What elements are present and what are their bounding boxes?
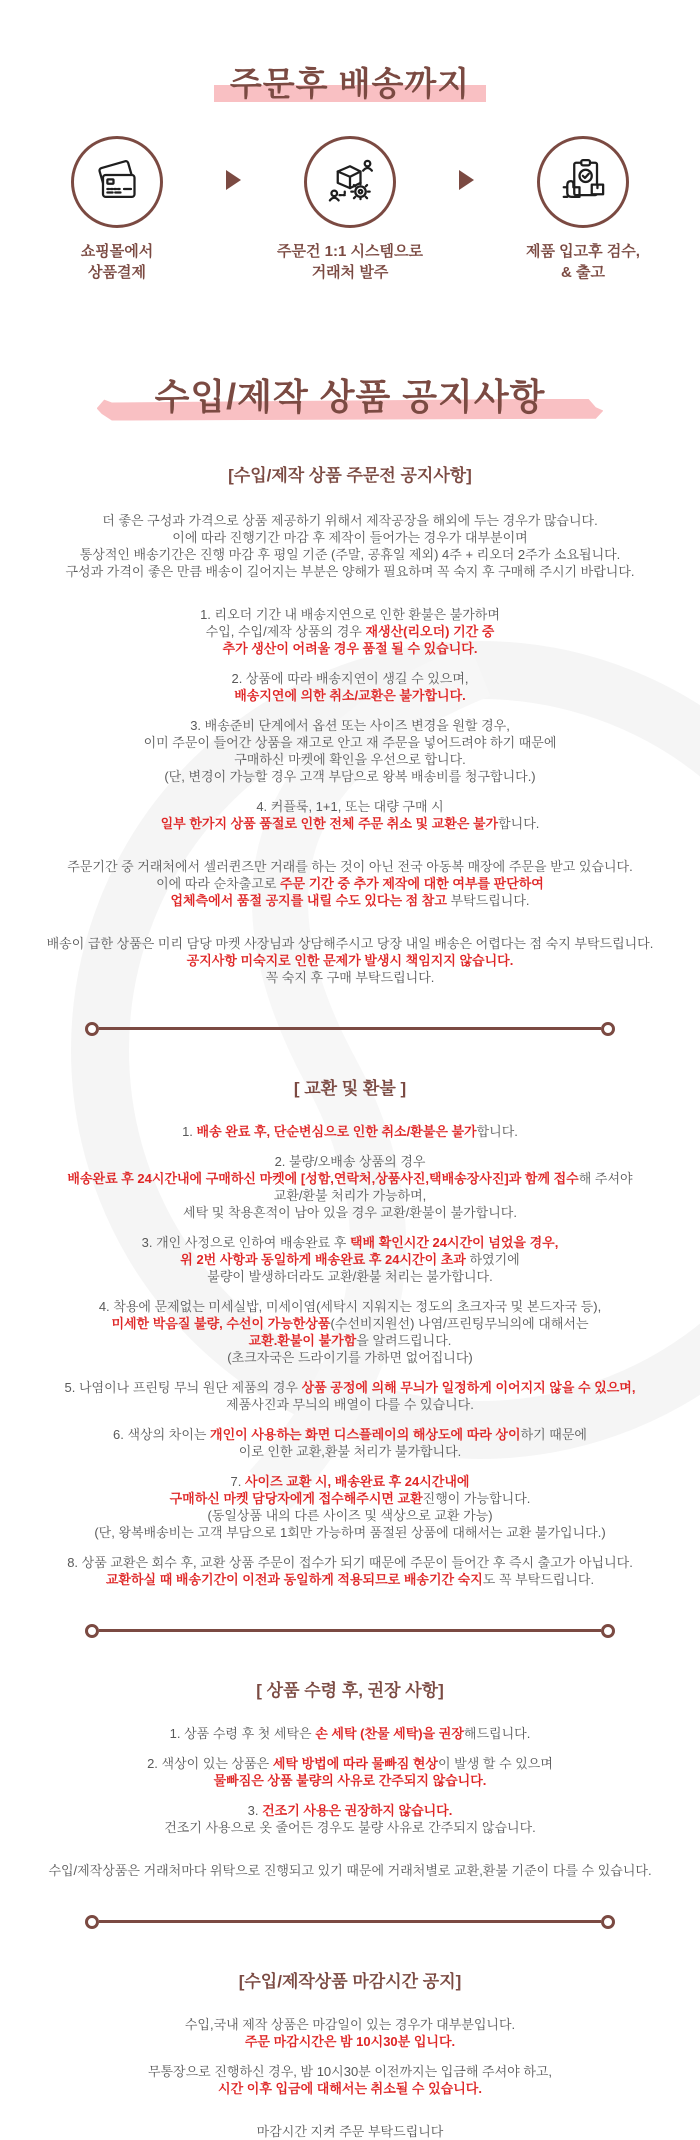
notice-line [20,768,680,785]
notice-text: 5. 나염이나 프린팅 무늬 원단 제품의 경우 [64,1379,302,1395]
notice-item [20,1755,680,1789]
notice-line [20,1571,680,1588]
notice-line [20,1234,680,1251]
notice-text: 합니다. [498,815,540,831]
divider-end-dot [85,1022,99,1036]
notice-text-emphasis: 개인이 사용하는 화면 디스플레이의 해상도에 따라 상이 [210,1426,521,1442]
notice-line [20,892,680,909]
notice-title-wrap [0,293,700,461]
notice-item [20,1298,680,1366]
notice-line [20,858,680,875]
notice-line [20,1204,680,1221]
notice-paragraph [20,858,680,909]
step-label: 주문건 1:1 시스템으로 거래처 발주 [277,243,423,281]
notice-text: 4. 착용에 문제없는 미세실밥, 미세이염(세탁시 지워지는 정도의 초크자국 및 본드자국 등), [98,1298,602,1314]
notice-line [20,751,680,768]
notice-text-emphasis: 공지사항 미숙지로 인한 문제가 발생시 책임지지 않습니다. [186,952,514,968]
notice-text: 해 주셔야 [578,1170,633,1186]
notice-line [20,1349,680,1366]
notice-text: 이에 따라 진행기간 마감 후 제작이 들어가는 경우가 대부분이며 [172,529,528,545]
notice-line [20,1772,680,1789]
notice-line [20,1802,680,1819]
notice-text: 마감시간 지켜 주문 부탁드립니다 [256,2123,444,2139]
notice-line [20,2063,680,2080]
notice-text-emphasis: 교환.환불이 불가함 [248,1332,357,1348]
step-label: 제품 입고후 검수, & 출고 [526,243,640,281]
notice-line [20,1507,680,1524]
notice-line [20,606,680,623]
notice-title: 수입/제작 상품 공지사항 [155,377,546,417]
notice-text: 1. 상품 수령 후 첫 세탁은 [169,1725,316,1741]
step-label: 쇼핑몰에서 상품결제 [80,243,154,281]
inspection-shipping-icon [537,136,629,228]
notice-text: 부탁드립니다. [446,892,530,908]
notice-text: 더 좋은 구성과 가격으로 상품 제공하기 위해서 제작공장을 해외에 두는 경우가 많습니다. [102,512,598,528]
notice-item [20,798,680,832]
notice-text: (단, 변경이 가능할 경우 고객 부담으로 왕복 배송비를 청구합니다.) [164,768,536,784]
notice-text: 2. 상품에 따라 배송지연이 생길 수 있으며, [231,670,469,686]
notice-item [20,717,680,785]
notice-text: 구매하신 마켓에 확인을 우선으로 합니다. [234,751,466,767]
notice-sections [20,461,680,2140]
notice-text-emphasis: 주문 기간 중 추가 제작에 대한 여부를 판단하여 [279,875,544,891]
notice-line [20,546,680,563]
divider-line [99,1629,601,1632]
notice-line [20,734,680,751]
notice-text: 8. 상품 교환은 회수 후, 교환 상품 주문이 접수가 되기 때문에 주문이 들어간 후 즉시 출고가 아닙니다. [67,1554,633,1570]
notice-paragraph [20,935,680,986]
notice-line [20,1315,680,1332]
notice-text-emphasis: 물빠짐은 상품 불량의 사유로 간주되지 않습니다. [213,1772,487,1788]
notice-text: 진행이 가능합니다. [422,1490,531,1506]
notice-text: 4. 커플룩, 1+1, 또는 대량 구매 시 [256,798,444,814]
notice-text: 하였기에 [465,1251,520,1267]
divider-line [99,1920,601,1923]
notice-text: 이 발생 할 수 있으며 [438,1755,553,1771]
divider-end-dot [601,1022,615,1036]
notice-text: 1. [182,1123,197,1139]
notice-text-emphasis: 교환하실 때 배송기간이 이전과 동일하게 적용되므로 배송기간 숙지 [105,1571,483,1587]
notice-text: 하기 때문에 [520,1426,587,1442]
notice-text: 교환/환불 처리가 가능하며, [273,1187,427,1203]
process-step-order-system [265,136,435,283]
notice-text: 이미 주문이 들어간 상품을 재고로 안고 재 주문을 넣어드려야 하기 때문에 [143,734,557,750]
notice-line [20,2123,680,2140]
notice-text: 3. 개인 사정으로 인하여 배송완료 후 [141,1234,350,1250]
notice-paragraph [20,512,680,580]
arrow-right-icon [459,170,474,190]
notice-line [20,717,680,734]
notice-text: 불량이 발생하더라도 교환/환불 처리는 불가합니다. [207,1268,493,1284]
notice-text: 수입/제작상품은 거래처마다 위탁으로 진행되고 있기 때문에 거래처별로 교환,환불 기준이 다를 수 있습니다. [48,1862,652,1878]
notice-text-emphasis: 세탁 방법에 따라 물빠짐 현상 [272,1755,438,1771]
notice-line [20,1473,680,1490]
notice-line [20,1554,680,1571]
notice-line [20,1379,680,1396]
notice-paragraph [20,2123,680,2140]
divider-end-dot [85,1915,99,1929]
notice-text: 7. [230,1473,245,1489]
section-heading: [ 상품 수령 후, 권장 사항] [256,1680,444,1700]
process-title-wrap [0,44,700,136]
notice-text-emphasis: 구매하신 마켓 담당자에게 접수해주시면 교환 [169,1490,423,1506]
notice-item [20,1234,680,1285]
notice-line [20,1426,680,1443]
notice-line [20,1187,680,1204]
notice-line [20,969,680,986]
notice-text: 제품사진과 무늬의 배열이 다를 수 있습니다. [226,1396,474,1412]
notice-line [20,640,680,657]
notice-text: 꼭 숙지 후 구매 부탁드립니다. [265,969,435,985]
notice-line [20,1268,680,1285]
notice-item [20,2016,680,2050]
notice-text: 해드립니다. [463,1725,531,1741]
section-after-receipt [20,1676,680,1879]
notice-text: 주문기간 중 거래처에서 셀러퀸즈만 거래를 하는 것이 아닌 전국 아동복 매장에 주문을 받고 있습니다. [67,858,633,874]
notice-line [20,1153,680,1170]
notice-text-emphasis: 건조기 사용은 권장하지 않습니다. [262,1802,453,1818]
notice-paragraph [20,1862,680,1879]
divider-end-dot [85,1624,99,1638]
notice-text: 2. 색상이 있는 상품은 [147,1755,273,1771]
notice-text: 합니다. [476,1123,518,1139]
section-exchange-refund [20,1074,680,1588]
notice-text: 3. [247,1802,263,1818]
notice-line [20,529,680,546]
notice-text: 건조기 사용으로 옷 줄어든 경우도 불량 사유로 간주되지 않습니다. [164,1819,536,1835]
notice-text: 이로 인한 교환,환불 처리가 불가합니다. [238,1443,462,1459]
notice-text-emphasis: 상품 공정에 의해 무늬가 일정하게 이어지지 않을 수 있으며, [301,1379,636,1395]
notice-text: 세탁 및 착용흔적이 남아 있을 경우 교환/환불이 불가합니다. [183,1204,517,1220]
section-heading: [수입/제작 상품 주문전 공지사항] [228,465,472,485]
order-system-icon [304,136,396,228]
section-heading: [ 교환 및 환불 ] [293,1078,407,1098]
notice-line [20,875,680,892]
notice-item [20,670,680,704]
notice-line [20,563,680,580]
notice-item [20,1426,680,1460]
notice-text: 통상적인 배송기간은 진행 마감 후 평일 기준 (주말, 공휴일 제외) 4주 + 리오더 2주가 소요됩니다. [79,546,621,562]
notice-line [20,1251,680,1268]
section-deadline [20,1967,680,2140]
divider-end-dot [601,1915,615,1929]
notice-line [20,935,680,952]
notice-item [20,1379,680,1413]
notice-text: 구성과 가격이 좋은 만큼 배송이 길어지는 부분은 양해가 필요하며 꼭 숙지 후 구매해 주시기 바랍니다. [65,563,635,579]
notice-line [20,2016,680,2033]
notice-text-emphasis: 위 2번 사항과 동일하게 배송완료 후 24시간이 초과 [180,1251,466,1267]
notice-line [20,512,680,529]
notice-text: (단, 왕복배송비는 고객 부담으로 1회만 가능하며 품절된 상품에 대해서는 교환 불가입니다.) [94,1524,606,1540]
notice-text: (수선비지원선) 나염/프린팅무늬의에 대해서는 [330,1315,589,1331]
section-divider [85,1624,615,1638]
notice-text-emphasis: 일부 한가지 상품 품절로 인한 전체 주문 취소 및 교환은 불가 [160,815,499,831]
notice-text: 수입, 수입/제작 상품의 경우 [205,623,366,639]
notice-item [20,1153,680,1221]
notice-line [20,2080,680,2097]
notice-line [20,1298,680,1315]
notice-line [20,623,680,640]
notice-text-emphasis: 재생산(리오더) 기간 중 [365,623,495,639]
notice-line [20,815,680,832]
notice-text-emphasis: 배송 완료 후, 단순변심으로 인한 취소/환불은 불가 [196,1123,477,1139]
notice-line [20,1755,680,1772]
notice-text: 무통장으로 진행하신 경우, 밤 10시30분 이전까지는 입금해 주셔야 하고, [147,2063,553,2079]
notice-item [20,1554,680,1588]
notice-line [20,2033,680,2050]
arrow-right-icon [226,170,241,190]
notice-line [20,798,680,815]
notice-text-emphasis: 배송지연에 의한 취소/교환은 불가합니다. [234,687,466,703]
notice-text: 배송이 급한 상품은 미리 담당 마켓 사장님과 상담해주시고 당장 내일 배송은 어렵다는 점 숙지 부탁드립니다. [46,935,654,951]
notice-text-emphasis: 업체측에서 품절 공지를 내릴 수도 있다는 점 참고 [170,892,447,908]
order-process-steps [0,136,700,283]
notice-line [20,1170,680,1187]
notice-text: 을 알려드립니다. [356,1332,452,1348]
notice-text: 2. 불량/오배송 상품의 경우 [274,1153,426,1169]
notice-text-emphasis: 손 세탁 (찬물 세탁)을 권장 [315,1725,464,1741]
credit-card-icon [71,136,163,228]
divider-end-dot [601,1624,615,1638]
notice-text-emphasis: 주문 마감시간은 밤 10시30분 입니다. [244,2033,456,2049]
process-step-inspection [498,136,668,283]
notice-text: 도 꼭 부탁드립니다. [482,1571,595,1587]
notice-text-emphasis: 미세한 박음질 불량, 수선이 가능한상품 [111,1315,331,1331]
notice-line [20,1819,680,1836]
notice-line [20,1332,680,1349]
section-heading: [수입/제작상품 마감시간 공지] [238,1971,462,1991]
notice-line [20,1123,680,1140]
notice-line [20,670,680,687]
notice-line [20,1524,680,1541]
notice-line [20,1443,680,1460]
process-step-payment [32,136,202,283]
notice-item [20,1802,680,1836]
divider-line [99,1027,601,1030]
notice-line [20,952,680,969]
section-divider [85,1915,615,1929]
notice-line [20,1396,680,1413]
notice-line [20,687,680,704]
section-divider [85,1022,615,1036]
notice-line [20,1725,680,1742]
notice-item [20,2063,680,2097]
notice-line [20,1862,680,1879]
notice-text-emphasis: 배송완료 후 24시간내에 구매하신 마켓에 [성함,연락처,상품사진,택배송장사진]과 함께 접수 [67,1170,579,1186]
notice-text: 이에 따라 순차출고로 [156,875,280,891]
notice-text-emphasis: 사이즈 교환 시, 배송완료 후 24시간내에 [244,1473,470,1489]
notice-text: 3. 배송준비 단계에서 옵션 또는 사이즈 변경을 원할 경우, [190,717,510,733]
notice-text: 수입,국내 제작 상품은 마감일이 있는 경우가 대부분입니다. [184,2016,516,2032]
process-title: 주문후 배송까지 [230,66,470,102]
notice-line [20,1490,680,1507]
notice-text: (동일상품 내의 다른 사이즈 및 색상으로 교환 가능) [207,1507,493,1523]
notice-text-emphasis: 추가 생산이 어려울 경우 품절 될 수 있습니다. [222,640,478,656]
notice-text-emphasis: 시간 이후 입금에 대해서는 취소될 수 있습니다. [218,2080,482,2096]
notice-text: 6. 색상의 차이는 [113,1426,211,1442]
notice-text-emphasis: 택배 확인시간 24시간이 넘었을 경우, [349,1234,559,1250]
notice-text: (초크자국은 드라이기를 가하면 없어집니다) [227,1349,473,1365]
notice-item [20,1473,680,1541]
notice-paragraph [20,606,680,657]
notice-item [20,1123,680,1140]
notice-text: 1. 리오더 기간 내 배송지연으로 인한 환불은 불가하며 [200,606,500,622]
section-pre-order [20,461,680,986]
notice-item [20,1725,680,1742]
